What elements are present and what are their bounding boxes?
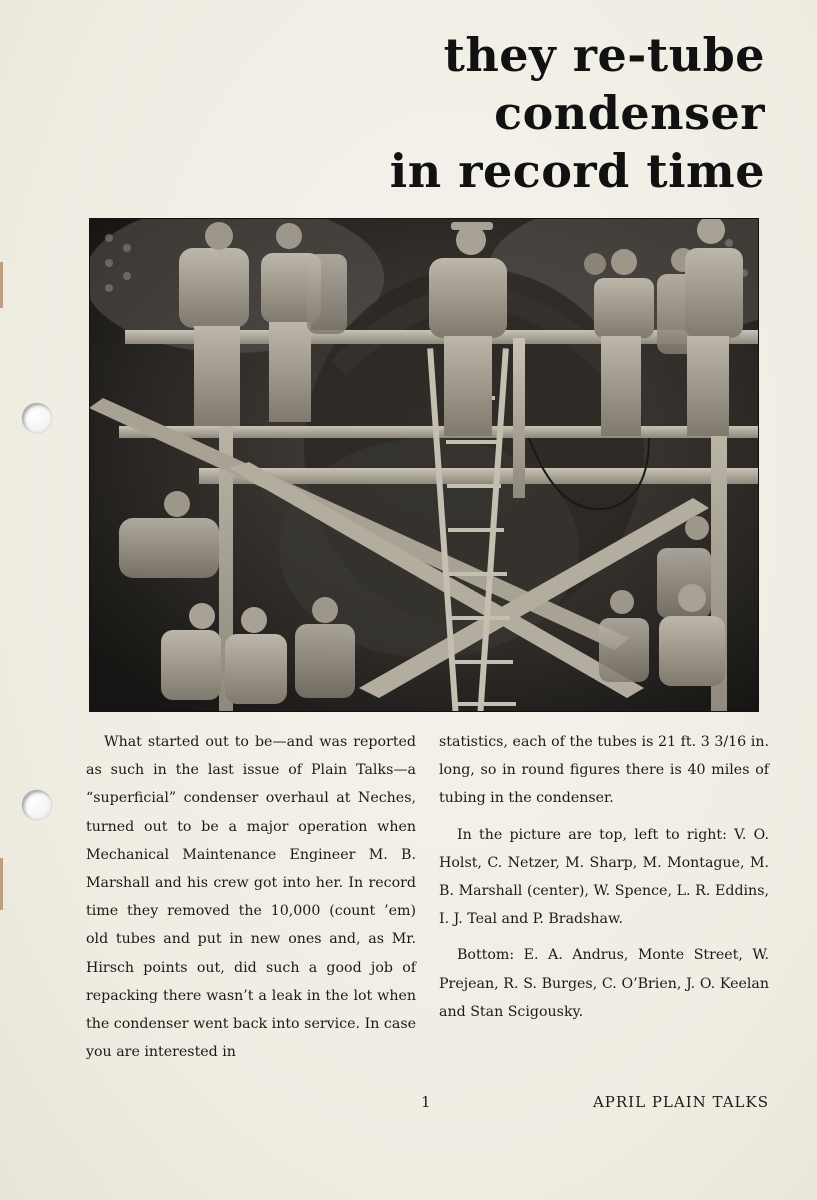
binder-hole bbox=[22, 790, 52, 820]
photo-caption-top: In the picture are top, left to right: V. O. Holst, C. Netzer, M. Sharp, M. Montague, M. B. Marshall (center), W. Spence, L. R. Eddins, I. J. Teal and P. Bradshaw. bbox=[439, 826, 769, 928]
article-headline bbox=[245, 26, 765, 200]
headline-line-3: in record time bbox=[389, 144, 765, 198]
page-number: 1 bbox=[421, 1093, 431, 1111]
article-continuation: statistics, each of the tubes is 21 ft. 3 3/16 in. long, so in round figures there is 40 miles of tubing in the condenser. bbox=[439, 734, 769, 807]
article-column-left bbox=[86, 728, 416, 1066]
crew-photo bbox=[89, 218, 759, 712]
headline-line-2: condenser bbox=[494, 86, 765, 140]
issue-label: APRIL PLAIN TALKS bbox=[592, 1093, 769, 1111]
page-edge-mark bbox=[0, 262, 3, 308]
article-paragraph: What started out to be—and was reported as such in the last issue of Plain Talks—a “superficial” condenser overhaul at Neches, turned out to be a major operation when Mechanical Maintenance Engineer M. B. Marshall and his crew got into her. In record time they removed the 10,000 (count ’em) old tubes and put in new ones and, as Mr. Hirsch points out, did such a good job of repacking there wasn’t a leak in the lot when the condenser went back into service. In case you are interested in bbox=[86, 734, 416, 1061]
headline-line-1: they re-tube bbox=[443, 28, 765, 82]
article-column-right bbox=[439, 728, 769, 1026]
page-footer bbox=[86, 1088, 769, 1116]
photo-condenser-crew-icon bbox=[89, 218, 759, 712]
photo-caption-bottom: Bottom: E. A. Andrus, Monte Street, W. Prejean, R. S. Burges, C. O’Brien, J. O. Keelan and Stan Scigousky. bbox=[439, 947, 769, 1020]
page-edge-mark bbox=[0, 858, 3, 910]
binder-hole bbox=[22, 403, 52, 433]
